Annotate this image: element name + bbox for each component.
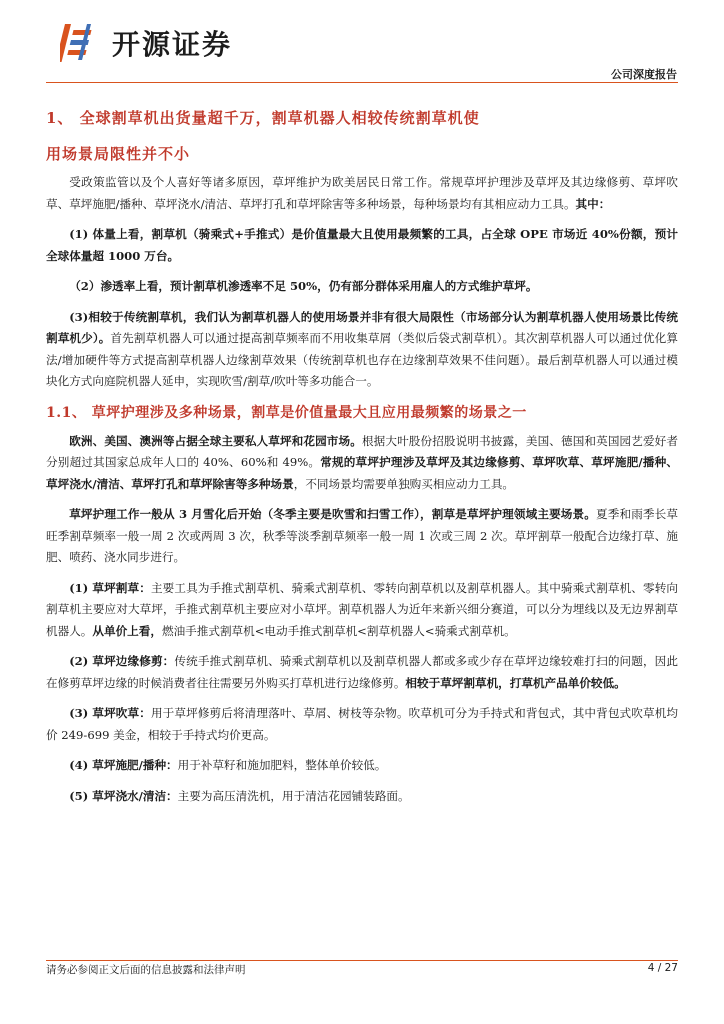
footer-divider: [46, 960, 678, 961]
logo-text: 开源证券: [112, 28, 233, 61]
text-bold: (3) 草坪吹草：: [69, 706, 151, 720]
text: 用于补草籽和施加肥料，整体单价较低。: [177, 758, 387, 772]
section-1-title-line2: 用场景局限性并不小: [46, 145, 191, 163]
text-bold: 常规的草坪护理涉及草坪及其边缘修剪、草坪吹草、草坪施肥/播种、草坪浇水/清洁、草坪打孔和草坪除害等多种场景: [46, 455, 678, 491]
section-1-1-title: 1.1、 草坪护理涉及多种场景，割草是价值量最大且应用最频繁的场景之一: [46, 404, 527, 421]
text-bold: 其中：: [575, 196, 611, 211]
section-1-paragraph-3: [46, 276, 678, 298]
section-1-title: [46, 100, 678, 172]
report-type-label: 公司深度报告: [611, 68, 677, 81]
section-1-paragraph-4: [46, 307, 678, 393]
list-item-blowing: [46, 703, 678, 746]
list-item-lawn-mowing: [46, 578, 678, 643]
text: 首先割草机器人可以通过提高割草频率而不用收集草屑（类似后袋式割草机）。其次割草机器人可以通过优化算法/增加硬件等方式提高割草机器人边缘割草效果（传统割草机也存在边缘割草效果不佳问题）。最后割草机器人可以通过模块化方式向庭院机器人延申，实现吹雪/割草/吹叶等多功能合一。: [46, 331, 678, 388]
text-bold: (3)相较于传统割草机，我们认为割草机器人的使用场景并非有很大局限性（市场部分认为割草机器人使用场景比传统割草机少）。: [46, 309, 678, 345]
page-content: [46, 92, 678, 816]
section-1-paragraph-1: [46, 172, 678, 215]
text: 用于草坪修剪后将清理落叶、草屑、树枝等杂物。吹草机可分为手持式和背包式，其中背包式吹草机均价 249-699 美金，相较于手持式均价更高。: [46, 706, 678, 742]
text: 燃油手推式割草机<电动手推式割草机<割草机器人<骑乘式割草机。: [161, 623, 516, 638]
text: 主要工具为手推式割草机、骑乘式割草机、零转向割草机以及割草机器人。其中骑乘式割草机、零转向割草机主要应对大草坪，手推式割草机主要应对小草坪。割草机器人为近年来新兴细分赛道，可以分为埋线以及无边界割草机器人。: [46, 580, 678, 638]
text: 夏季和雨季长草旺季割草频率一般一周 2 次或两周 3 次，秋季等淡季割草频率一般一周 1 次或三周 2 次。草坪割草一般配合边缘打草、施肥、喷药、浇水同步进行。: [46, 507, 678, 564]
section-1-1-paragraph-1: [46, 431, 678, 496]
text: ，不同场景均需要单独购买相应动力工具。: [293, 476, 515, 491]
section-1-paragraph-2: [46, 224, 678, 267]
logo-mark-icon: [60, 20, 106, 66]
text-bold: 相较于草坪割草机，打草机产品单价较低。: [405, 675, 626, 690]
section-1-title-line1: 1、 全球割草机出货量超千万，割草机器人相较传统割草机使: [46, 109, 480, 127]
text-bold: (5) 草坪浇水/清洁：: [69, 788, 178, 803]
list-item-watering: [46, 786, 678, 808]
text-bold: 欧洲、美国、澳洲等占据全球主要私人草坪和花园市场。: [69, 433, 362, 448]
section-1-1-paragraph-2: [46, 504, 678, 569]
text-bold: 从单价上看，: [92, 623, 162, 638]
footer-disclaimer: 请务必参阅正文后面的信息披露和法律声明: [46, 964, 246, 976]
list-item-fertilizing: [46, 755, 678, 777]
page-number: 4 / 27: [647, 962, 678, 974]
text-bold: (2) 草坪边缘修剪：: [69, 654, 175, 668]
header-divider: [46, 82, 678, 83]
text: 受政策监管以及个人喜好等诸多原因，草坪维护为欧美居民日常工作。常规草坪护理涉及草坪及其边缘修剪、草坪吹草、草坪施肥/播种、草坪浇水/清洁、草坪打孔和草坪除害等多种场景，每种场景均有其相应动力工具。: [46, 175, 678, 211]
text: 根据大叶股份招股说明书披露，美国、德国和英国园艺爱好者分别超过其国家总成年人口的 40%、60%和 49%。: [46, 433, 678, 469]
list-item-edge-trimming: [46, 651, 678, 694]
text-bold: (1) 草坪割草：: [69, 580, 151, 595]
text-bold: (1) 体量上看，割草机（骑乘式+手推式）是价值量最大且使用最频繁的工具，占全球 OPE 市场近 40%份额，预计全球体量超 1000 万台。: [46, 227, 678, 263]
company-logo: [60, 20, 232, 66]
text: 主要为高压清洗机，用于清洁花园铺装路面。: [177, 788, 410, 803]
text: 传统手推式割草机、骑乘式割草机以及割草机器人都或多或少存在草坪边缘较难打扫的问题，因此在修剪草坪边缘的时候消费者往往需要另外购买打草机进行边缘修剪。: [46, 654, 678, 690]
text-bold: （2）渗透率上看，预计割草机渗透率不足 50%，仍有部分群体采用雇人的方式维护草坪。: [69, 279, 538, 293]
text-bold: 草坪护理工作一般从 3 月雪化后开始（冬季主要是吹雪和扫雪工作），割草是草坪护理领域主要场景。: [69, 507, 596, 521]
text-bold: (4) 草坪施肥/播种：: [69, 758, 178, 772]
